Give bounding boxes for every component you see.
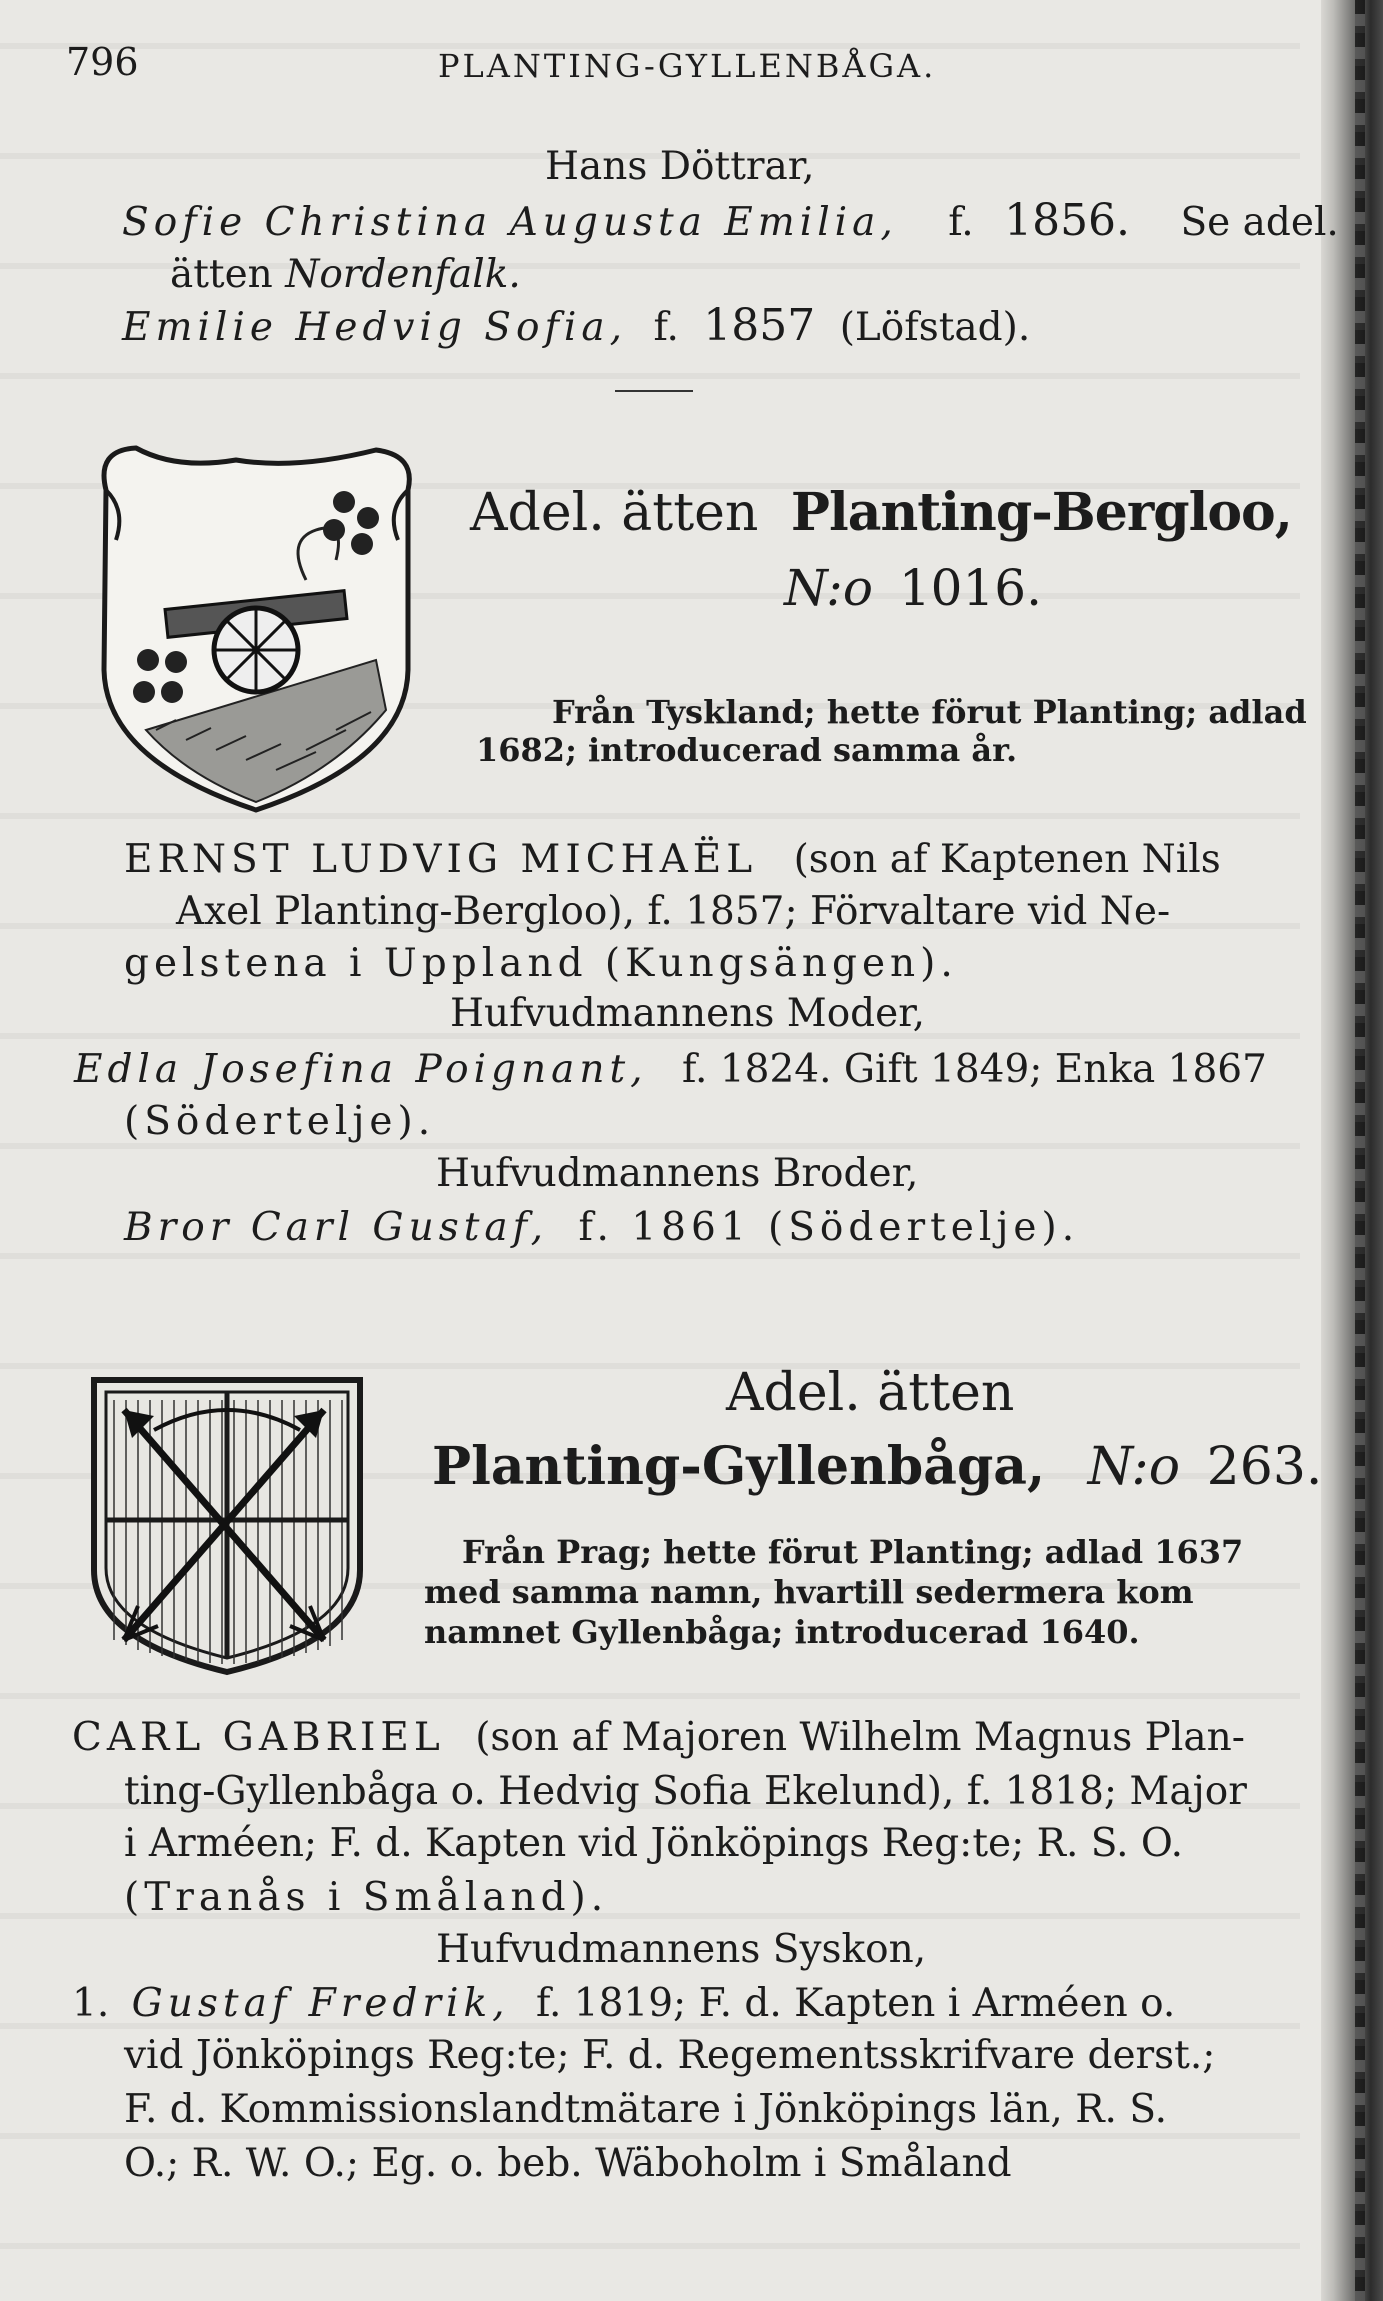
mother-details: f. 1824. Gift 1849; Enka 1867 <box>681 1047 1267 1092</box>
born-abbrev: f. <box>948 200 974 245</box>
family-1-number <box>784 558 1042 618</box>
family-2-heading <box>432 1436 1322 1498</box>
family-1-head-line-3: gelstena i Uppland (Kungsängen). <box>124 941 958 986</box>
family-1-nr: 1016. <box>898 559 1042 617</box>
born-abbrev: f. <box>653 305 679 350</box>
brother-heading: Hufvudmannens Broder, <box>436 1151 919 1196</box>
family-2-prefix: Adel. ätten <box>726 1363 1015 1423</box>
family-1-head-line-1 <box>124 836 1221 884</box>
daughters-heading: Hans Döttrar, <box>545 144 815 189</box>
family-1-head-line-2: Axel Planting-Bergloo), f. 1857; Förvaltare vid Ne- <box>176 889 1171 934</box>
brother-line <box>124 1204 1079 1252</box>
sibling-1-line-3: F. d. Kommissionslandtmätare i Jönköpings län, R. S. <box>124 2087 1168 2132</box>
family-2-origin-1: Från Prag; hette förut Planting; adlad 1637 <box>462 1533 1244 1571</box>
family-1-origin-1: Från Tyskland; hette förut Planting; adlad <box>552 693 1307 731</box>
sibling-1-line-1 <box>72 1980 1175 2028</box>
number-label: N:o <box>1087 1437 1181 1497</box>
family-word: ätten <box>170 252 273 297</box>
sibling-name: Gustaf Fredrik, <box>131 1981 510 2026</box>
daughter-2-name: Emilie Hedvig Sofia, <box>122 305 628 350</box>
book-spine-edge <box>1321 0 1383 2301</box>
siblings-heading: Hufvudmannens Syskon, <box>436 1927 927 1972</box>
page-number: 796 <box>66 40 139 84</box>
mother-name: Edla Josefina Poignant, <box>74 1047 648 1092</box>
birth-place: (Löfstad). <box>839 305 1031 350</box>
head-name: CARL GABRIEL <box>72 1715 445 1760</box>
family-2-origin-2: med samma namn, hvartill sedermera kom <box>424 1573 1194 1611</box>
family-2-nr: 263. <box>1206 1437 1323 1497</box>
brother-details: f. 1861 (Södertelje). <box>578 1205 1080 1250</box>
coat-of-arms-planting-bergloo <box>86 430 426 820</box>
mother-line-1 <box>74 1046 1267 1094</box>
family-2-origin-3: namnet Gyllenbåga; introducerad 1640. <box>424 1613 1140 1651</box>
see-note: Se adel. <box>1180 200 1339 245</box>
daughter-1-line <box>122 197 1339 247</box>
family-1-origin-2: 1682; introducerad samma år. <box>476 731 1018 769</box>
family-1-name: Planting-Bergloo, <box>790 482 1292 543</box>
daughter-1-name: Sofie Christina Augusta Emilia, <box>122 200 898 245</box>
head-name: ERNST LUDVIG MICHAËL <box>124 837 758 882</box>
family-2-head-line-2: ting-Gyllenbåga o. Hedvig Sofia Ekelund), f. 1818; Major <box>124 1769 1247 1814</box>
sibling-details: f. 1819; F. d. Kapten i Arméen o. <box>535 1981 1176 2026</box>
number-label: N:o <box>784 559 873 617</box>
birth-year: 1857 <box>703 300 816 351</box>
running-title: PLANTING-GYLLENBÅGA. <box>438 47 937 85</box>
daughter-2-line <box>122 302 1030 352</box>
head-parent: (son af Majoren Wilhelm Magnus Plan- <box>475 1715 1245 1760</box>
family-2-head-line-1 <box>72 1714 1245 1762</box>
daughter-1-family-line <box>170 251 521 299</box>
sibling-1-line-4: O.; R. W. O.; Eg. o. beb. Wäboholm i Småland <box>124 2141 1012 2186</box>
family-2-head-line-4: (Tranås i Småland). <box>124 1875 609 1920</box>
family-name: Nordenfalk. <box>285 252 521 297</box>
family-2-head-line-3: i Arméen; F. d. Kapten vid Jönköpings Reg:te; R. S. O. <box>124 1821 1183 1866</box>
birth-year: 1856. <box>1004 195 1131 246</box>
mother-heading: Hufvudmannens Moder, <box>450 991 925 1036</box>
head-parent: (son af Kaptenen Nils <box>793 837 1221 882</box>
mother-line-2: (Södertelje). <box>124 1099 436 1144</box>
section-divider <box>615 390 693 392</box>
sibling-1-line-2: vid Jönköpings Reg:te; F. d. Regementsskrifvare derst.; <box>124 2033 1216 2078</box>
coat-of-arms-planting-gyllenbaga <box>84 1370 370 1680</box>
family-1-heading <box>470 482 1292 543</box>
brother-name: Bror Carl Gustaf, <box>124 1205 549 1250</box>
book-spine-binding <box>1355 0 1365 2301</box>
sibling-number: 1. <box>72 1981 110 2026</box>
family-1-prefix: Adel. ätten <box>470 483 759 543</box>
family-2-name: Planting-Gyllenbåga, <box>432 1436 1046 1497</box>
